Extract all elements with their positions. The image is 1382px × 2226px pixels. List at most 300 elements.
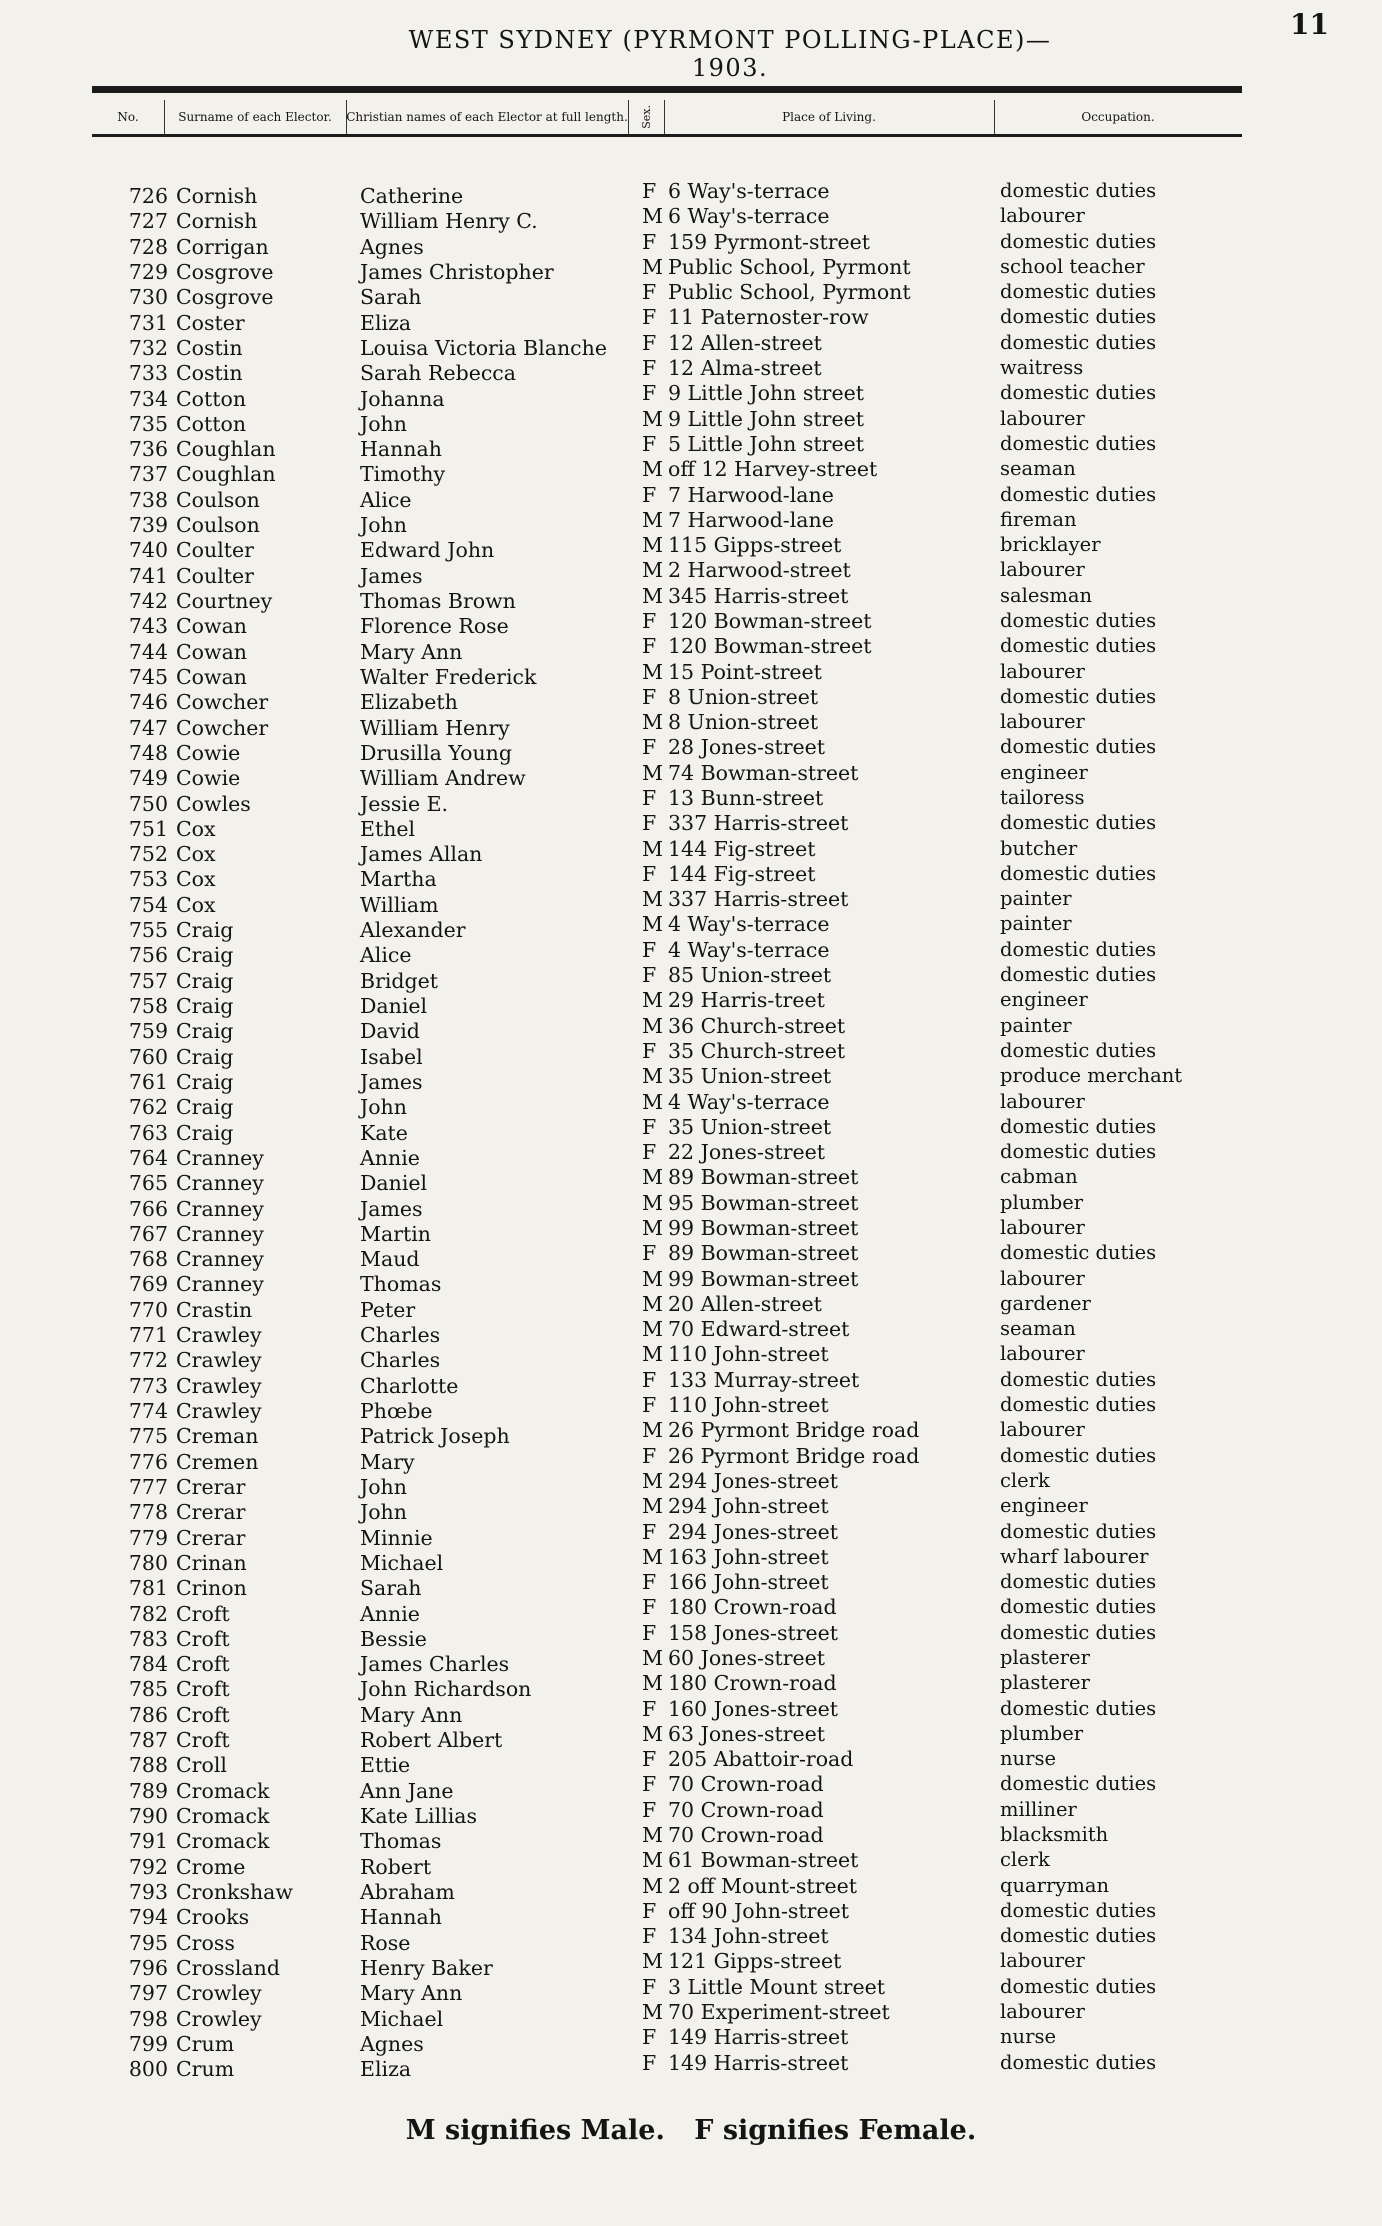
elector-occupation: fireman (1000, 507, 1077, 531)
elector-number: 768 (128, 1247, 168, 1272)
elector-christian-names: Sarah (360, 1576, 422, 1601)
elector-number: 783 (128, 1626, 168, 1651)
elector-surname: Costin (176, 361, 243, 386)
elector-place: 15 Point-street (668, 659, 822, 684)
elector-surname: Crossland (176, 1955, 280, 1980)
elector-surname: Cowie (176, 740, 241, 765)
elector-sex: M (642, 204, 663, 229)
elector-surname: Courtney (176, 589, 273, 613)
elector-number: 734 (128, 386, 168, 411)
elector-surname: Cronkshaw (176, 1879, 293, 1904)
elector-surname: Cornish (176, 209, 258, 234)
elector-occupation: domestic duties (1000, 1038, 1157, 1062)
elector-occupation: domestic duties (1000, 1367, 1157, 1391)
elector-christian-names: Kate Lillias (360, 1804, 478, 1828)
elector-christian-names: Walter Frederick (360, 664, 537, 689)
elector-place: 121 Gipps-street (668, 1949, 842, 1974)
elector-place: 63 Jones-street (668, 1721, 826, 1746)
elector-christian-names: Michael (360, 1550, 444, 1575)
elector-surname: Croft (176, 1728, 230, 1753)
elector-surname: Crome (176, 1854, 246, 1879)
elector-christian-names: Henry Baker (360, 1955, 493, 1980)
elector-sex: M (642, 1190, 663, 1215)
elector-occupation: domestic duties (1000, 431, 1157, 455)
elector-number: 749 (128, 766, 168, 791)
elector-occupation: domestic duties (1000, 482, 1157, 506)
elector-number: 790 (128, 1804, 168, 1828)
elector-number: 777 (128, 1474, 168, 1499)
elector-place: 133 Murray-street (668, 1367, 860, 1392)
elector-surname: Crinon (176, 1576, 247, 1601)
elector-sex: M (642, 1645, 663, 1670)
elector-number: 729 (128, 259, 168, 284)
elector-christian-names: John (360, 411, 407, 436)
elector-number: 746 (128, 690, 168, 715)
elector-number: 772 (128, 1348, 168, 1373)
column-header-place: Place of Living. (664, 100, 995, 134)
elector-place: 85 Union-street (668, 963, 832, 988)
elector-occupation: labourer (1000, 2000, 1085, 2024)
elector-christian-names: Michael (360, 2006, 444, 2031)
elector-occupation: bricklayer (1000, 533, 1101, 557)
elector-sex: F (642, 1140, 657, 1165)
elector-christian-names: Annie (360, 1145, 420, 1170)
elector-christian-names: Daniel (360, 1171, 428, 1196)
elector-number: 751 (128, 816, 168, 841)
elector-christian-names: Charlotte (360, 1373, 459, 1398)
elector-christian-names: William Henry C. (360, 209, 538, 234)
elector-sex: F (642, 1772, 657, 1797)
elector-occupation: labourer (1000, 710, 1085, 734)
elector-place: 294 Jones-street (668, 1519, 839, 1544)
elector-occupation: wharf labourer (1000, 1544, 1149, 1568)
elector-place: 8 Union-street (668, 684, 819, 709)
elector-place: 149 Harris-street (668, 2025, 849, 2050)
elector-place: 60 Jones-street (668, 1645, 826, 1670)
elector-surname: Cranney (176, 1272, 264, 1297)
elector-occupation: labourer (1000, 1949, 1085, 1973)
elector-occupation: butcher (1000, 836, 1078, 860)
elector-number: 795 (128, 1930, 168, 1955)
elector-occupation: waitress (1000, 356, 1084, 380)
elector-place: 36 Church-street (668, 1013, 846, 1038)
elector-christian-names: James Charles (360, 1652, 510, 1677)
elector-number: 754 (128, 892, 168, 917)
elector-number: 792 (128, 1854, 168, 1879)
elector-occupation: engineer (1000, 988, 1088, 1012)
elector-number: 759 (128, 1019, 168, 1044)
elector-sex: M (642, 887, 663, 912)
elector-christian-names: Catherine (360, 184, 464, 208)
elector-surname: Creman (176, 1424, 259, 1449)
elector-surname: Cranney (176, 1196, 264, 1221)
elector-christian-names: Thomas Brown (360, 589, 516, 613)
elector-occupation: domestic duties (1000, 1696, 1157, 1720)
elector-surname: Cowan (176, 639, 247, 664)
elector-number: 774 (128, 1399, 168, 1423)
elector-number: 794 (128, 1905, 168, 1930)
page-number: 11 (1290, 8, 1329, 41)
elector-occupation: engineer (1000, 1494, 1088, 1518)
elector-occupation: domestic duties (1000, 1393, 1157, 1417)
elector-christian-names: Jessie E. (360, 791, 449, 816)
elector-number: 773 (128, 1373, 168, 1398)
elector-occupation: labourer (1000, 1418, 1085, 1442)
elector-surname: Crooks (176, 1905, 250, 1930)
elector-christian-names: Eliza (360, 2057, 412, 2082)
elector-sex: M (642, 1721, 663, 1746)
elector-surname: Craig (176, 1019, 234, 1044)
elector-number: 800 (128, 2057, 168, 2082)
elector-place: 74 Bowman-street (668, 760, 859, 785)
elector-number: 742 (128, 589, 168, 613)
elector-surname: Cowles (176, 791, 251, 816)
elector-christian-names: John (360, 513, 407, 538)
elector-surname: Crawley (176, 1373, 262, 1398)
elector-occupation: gardener (1000, 1291, 1091, 1315)
elector-christian-names: Rose (360, 1930, 411, 1955)
elector-sex: F (642, 179, 657, 203)
elector-christian-names: Alice (360, 943, 412, 968)
elector-christian-names: Martin (360, 1221, 432, 1246)
column-header-christian-names: Christian names of each Elector at full length. (346, 100, 629, 134)
elector-christian-names: James (360, 1196, 423, 1221)
elector-place: 12 Alma-street (668, 356, 822, 381)
elector-sex: F (642, 356, 657, 381)
elector-occupation: domestic duties (1000, 381, 1157, 405)
elector-surname: Crerar (176, 1474, 246, 1499)
elector-surname: Coulson (176, 487, 260, 512)
elector-christian-names: Alice (360, 487, 412, 512)
elector-occupation: labourer (1000, 1266, 1085, 1290)
elector-number: 750 (128, 791, 168, 816)
elector-sex: M (642, 1494, 663, 1519)
elector-surname: Craig (176, 1044, 234, 1069)
elector-surname: Corrigan (176, 234, 269, 259)
elector-surname: Cromack (176, 1829, 270, 1854)
elector-sex: M (642, 1064, 663, 1089)
elector-christian-names: William (360, 892, 439, 917)
elector-number: 775 (128, 1424, 168, 1449)
elector-number: 739 (128, 513, 168, 538)
elector-occupation: domestic duties (1000, 179, 1157, 202)
elector-occupation: domestic duties (1000, 1620, 1157, 1644)
elector-number: 785 (128, 1677, 168, 1702)
elector-surname: Crerar (176, 1500, 246, 1525)
elector-christian-names: Agnes (360, 2031, 424, 2056)
elector-surname: Crerar (176, 1525, 246, 1550)
table-row (0, 2050, 1382, 2082)
elector-surname: Coughlan (176, 437, 276, 462)
elector-place: 337 Harris-street (668, 887, 849, 912)
elector-occupation: painter (1000, 887, 1072, 911)
elector-number: 752 (128, 842, 168, 867)
elector-christian-names: Alexander (360, 918, 466, 943)
elector-occupation: seaman (1000, 457, 1076, 481)
elector-place: 120 Bowman-street (668, 634, 872, 659)
elector-place: Public School, Pyrmont (668, 280, 911, 305)
elector-place: 205 Abattoir-road (668, 1747, 854, 1772)
elector-number: 738 (128, 487, 168, 512)
elector-sex: M (642, 558, 663, 583)
elector-place: 29 Harris-treet (668, 988, 825, 1013)
elector-number: 791 (128, 1829, 168, 1854)
elector-number: 766 (128, 1196, 168, 1221)
elector-number: 780 (128, 1550, 168, 1575)
elector-occupation: labourer (1000, 204, 1085, 228)
elector-occupation: domestic duties (1000, 1570, 1157, 1594)
elector-place: 11 Paternoster-row (668, 305, 869, 330)
elector-sex: M (642, 583, 663, 608)
column-header-surname: Surname of each Elector. (164, 100, 347, 134)
elector-sex: F (642, 937, 657, 962)
elector-occupation: domestic duties (1000, 1114, 1157, 1138)
elector-occupation: labourer (1000, 1216, 1085, 1239)
elector-sex: M (642, 533, 663, 558)
elector-place: 4 Way's-terrace (668, 937, 830, 962)
elector-place: 70 Crown-road (668, 1823, 824, 1848)
elector-christian-names: James Christopher (360, 259, 554, 284)
elector-sex: F (642, 2025, 657, 2050)
elector-number: 731 (128, 310, 168, 335)
header-bottom-rule (92, 134, 1242, 137)
elector-sex: M (642, 1873, 663, 1898)
elector-place: 89 Bowman-street (668, 1241, 859, 1266)
elector-sex: M (642, 457, 663, 482)
page-title: WEST SYDNEY (PYRMONT POLLING-PLACE)—1903. (408, 26, 1052, 82)
elector-place: off 12 Harvey-street (668, 457, 878, 482)
elector-occupation: domestic duties (1000, 1443, 1157, 1467)
elector-number: 771 (128, 1323, 168, 1348)
elector-sex: M (642, 1823, 663, 1848)
elector-occupation: domestic duties (1000, 1898, 1157, 1922)
elector-number: 767 (128, 1221, 168, 1246)
elector-christian-names: Mary (360, 1449, 415, 1474)
elector-place: 99 Bowman-street (668, 1216, 859, 1240)
elector-sex: M (642, 912, 663, 937)
elector-number: 730 (128, 285, 168, 310)
elector-sex: M (642, 1671, 663, 1696)
elector-surname: Costin (176, 335, 243, 360)
elector-surname: Crastin (176, 1297, 253, 1322)
elector-christian-names: Johanna (360, 386, 445, 411)
elector-number: 741 (128, 563, 168, 588)
elector-sex: F (642, 963, 657, 988)
elector-number: 726 (128, 184, 168, 208)
elector-occupation: labourer (1000, 659, 1085, 683)
elector-christian-names: William Henry (360, 715, 510, 740)
elector-place: 9 Little John street (668, 381, 864, 406)
elector-sex: F (642, 330, 657, 355)
elector-sex: F (642, 431, 657, 456)
elector-surname: Craig (176, 1069, 234, 1094)
elector-occupation: domestic duties (1000, 280, 1157, 304)
elector-christian-names: Phœbe (360, 1399, 433, 1423)
elector-sex: M (642, 1468, 663, 1493)
elector-place: 149 Harris-street (668, 2050, 849, 2075)
elector-sex: M (642, 659, 663, 684)
elector-surname: Cowie (176, 766, 241, 791)
elector-christian-names: Sarah Rebecca (360, 361, 517, 386)
elector-place: 163 John-street (668, 1544, 829, 1569)
elector-surname: Cranney (176, 1247, 264, 1272)
female-legend: F signifies Female. (694, 2115, 977, 2146)
elector-christian-names: Timothy (360, 462, 446, 487)
elector-number: 765 (128, 1171, 168, 1196)
elector-occupation: tailoress (1000, 786, 1085, 810)
elector-sex: F (642, 1797, 657, 1822)
elector-place: off 90 John-street (668, 1898, 849, 1923)
elector-occupation: labourer (1000, 1089, 1085, 1113)
elector-surname: Crowley (176, 1981, 262, 2006)
elector-number: 733 (128, 361, 168, 386)
elector-christian-names: Isabel (360, 1044, 423, 1069)
elector-christian-names: Minnie (360, 1525, 433, 1550)
elector-christian-names: Eliza (360, 310, 412, 335)
elector-number: 781 (128, 1576, 168, 1601)
elector-occupation: labourer (1000, 406, 1085, 430)
elector-surname: Cremen (176, 1449, 259, 1474)
elector-sex: F (642, 280, 657, 305)
elector-place: 8 Union-street (668, 710, 819, 735)
elector-surname: Cosgrove (176, 259, 274, 284)
elector-surname: Cromack (176, 1804, 270, 1828)
elector-place: 7 Harwood-lane (668, 482, 834, 507)
elector-number: 787 (128, 1728, 168, 1753)
elector-number: 793 (128, 1879, 168, 1904)
elector-surname: Coster (176, 310, 245, 335)
elector-surname: Cross (176, 1930, 235, 1955)
elector-sex: M (642, 1848, 663, 1873)
elector-christian-names: John (360, 1500, 407, 1525)
elector-sex: F (642, 608, 657, 633)
elector-sex: F (642, 305, 657, 330)
column-header-sex-cell (628, 100, 665, 134)
elector-occupation: blacksmith (1000, 1823, 1109, 1847)
elector-number: 798 (128, 2006, 168, 2031)
elector-surname: Croll (176, 1753, 227, 1778)
elector-occupation: domestic duties (1000, 1140, 1157, 1164)
elector-number: 757 (128, 968, 168, 993)
elector-number: 747 (128, 715, 168, 740)
elector-place: 61 Bowman-street (668, 1848, 859, 1873)
elector-christian-names: Drusilla Young (360, 740, 512, 765)
elector-sex: F (642, 1974, 657, 1999)
elector-occupation: domestic duties (1000, 1772, 1157, 1796)
elector-christian-names: Bridget (360, 968, 439, 993)
elector-number: 788 (128, 1753, 168, 1778)
elector-place: 20 Allen-street (668, 1291, 822, 1316)
elector-number: 744 (128, 639, 168, 664)
elector-place: 120 Bowman-street (668, 608, 872, 633)
elector-sex: F (642, 811, 657, 836)
elector-place: 115 Gipps-street (668, 533, 842, 558)
elector-place: 35 Church-street (668, 1038, 846, 1063)
elector-christian-names: Peter (360, 1297, 416, 1322)
elector-christian-names: Louisa Victoria Blanche (360, 335, 607, 360)
elector-surname: Croft (176, 1702, 230, 1727)
elector-occupation: domestic duties (1000, 1924, 1157, 1948)
elector-place: 35 Union-street (668, 1064, 832, 1089)
elector-sex: F (642, 1924, 657, 1949)
elector-number: 799 (128, 2031, 168, 2056)
elector-surname: Craig (176, 943, 234, 968)
elector-christian-names: Robert (360, 1854, 432, 1879)
elector-sex: F (642, 735, 657, 760)
elector-christian-names: John Richardson (360, 1677, 532, 1702)
elector-place: 6 Way's-terrace (668, 179, 830, 203)
elector-occupation: domestic duties (1000, 963, 1157, 987)
elector-christian-names: Mary Ann (360, 1981, 463, 2006)
elector-christian-names: Bessie (360, 1626, 427, 1651)
elector-sex: M (642, 1317, 663, 1342)
elector-place: 134 John-street (668, 1924, 829, 1949)
elector-occupation: produce merchant (1000, 1064, 1183, 1088)
male-legend: M signifies Male. (405, 2115, 665, 2146)
column-header-sex: Sex. (639, 105, 653, 129)
elector-sex: F (642, 861, 657, 886)
elector-number: 760 (128, 1044, 168, 1069)
elector-sex: M (642, 2000, 663, 2025)
elector-place: 180 Crown-road (668, 1671, 837, 1696)
elector-number: 740 (128, 538, 168, 563)
elector-place: 99 Bowman-street (668, 1266, 859, 1291)
elector-occupation: labourer (1000, 1342, 1085, 1366)
elector-place: 89 Bowman-street (668, 1165, 859, 1190)
elector-surname: Cotton (176, 386, 247, 411)
elector-sex: F (642, 1367, 657, 1392)
elector-occupation: quarryman (1000, 1873, 1110, 1897)
elector-surname: Crinan (176, 1550, 247, 1575)
elector-place: 5 Little John street (668, 431, 864, 456)
elector-occupation: domestic duties (1000, 735, 1157, 759)
elector-christian-names: Martha (360, 867, 437, 892)
elector-sex: F (642, 634, 657, 659)
elector-occupation: domestic duties (1000, 634, 1157, 658)
elector-sex: M (642, 1013, 663, 1038)
elector-place: 2 Harwood-street (668, 558, 851, 583)
elector-number: 782 (128, 1601, 168, 1626)
elector-occupation: milliner (1000, 1797, 1077, 1821)
elector-occupation: clerk (1000, 1848, 1050, 1872)
elector-sex: M (642, 710, 663, 735)
elector-christian-names: James Allan (360, 842, 483, 867)
elector-occupation: domestic duties (1000, 937, 1157, 961)
elector-sex: M (642, 1342, 663, 1367)
elector-place: 4 Way's-terrace (668, 912, 830, 937)
elector-place: 144 Fig-street (668, 836, 816, 861)
elector-sex: F (642, 482, 657, 507)
elector-surname: Cox (176, 867, 216, 892)
elector-christian-names: David (360, 1019, 420, 1044)
elector-occupation: painter (1000, 1013, 1072, 1037)
elector-number: 778 (128, 1500, 168, 1525)
elector-number: 769 (128, 1272, 168, 1297)
elector-christian-names: James (360, 1069, 423, 1094)
elector-sex: F (642, 1747, 657, 1772)
elector-occupation: domestic duties (1000, 1974, 1157, 1998)
elector-sex: F (642, 381, 657, 406)
elector-sex: F (642, 1620, 657, 1645)
elector-surname: Craig (176, 994, 234, 1018)
elector-place: 158 Jones-street (668, 1620, 839, 1645)
elector-number: 736 (128, 437, 168, 462)
elector-surname: Croft (176, 1601, 230, 1626)
elector-number: 789 (128, 1778, 168, 1803)
elector-place: 3 Little Mount street (668, 1974, 885, 1999)
elector-number: 753 (128, 867, 168, 892)
elector-christian-names: Hannah (360, 437, 442, 462)
